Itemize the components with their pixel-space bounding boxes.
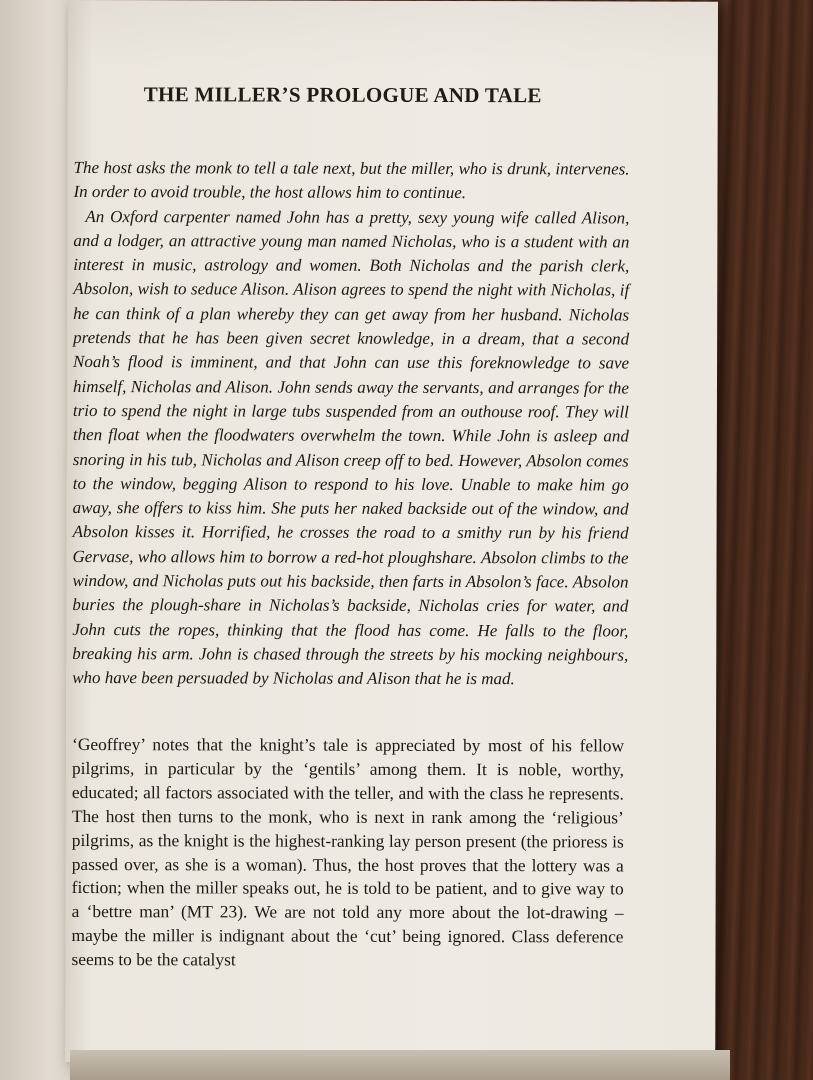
tale-synopsis — [72, 156, 629, 692]
synopsis-paragraph-2: An Oxford carpenter named John has a pretty, sexy young wife called Alison, and a lodger, an attractive young man named Nicholas, who is a student with an interest in music, astrology and women. Both Nicholas and the parish clerk, Absolon, wish to seduce Alison. Alison agrees to spend the night with Nicholas, if he can think of a plan whereby they can get away from her husband. Nicholas pretends that he has been given secret knowledge, in a dream, that a second Noah’s flood is imminent, and that John can use this foreknowledge to save himself, Nicholas and Alison. John sends away the servants, and arranges for the trio to spend the night in large tubs suspended from an outhouse roof. They will then float when the floodwaters overwhelm the town. While John is asleep and snoring in his tub, Nicholas and Alison creep off to bed. However, Absolon comes to the window, begging Alison to respond to his love. Unable to make him go away, she offers to kiss him. She puts her naked backside out of the window, and Absolon kisses it. Horrified, he crosses the road to a smithy run by his friend Gervase, who allows him to borrow a red-hot ploughshare. Absolon climbs to the window, and Nicholas puts out his backside, then farts in Absolon’s face. Absolon buries the plough-share in Nicholas’s backside, Nicholas cries for water, and John cuts the ropes, thinking that the flood has come. He falls to the floor, breaking his arm. John is chased through the streets by his mocking neighbours, who have been persuaded by Nicholas and Alison that he is mad. — [72, 206, 630, 689]
page-bottom-edge — [70, 1050, 730, 1080]
commentary-section — [71, 733, 624, 974]
synopsis-paragraph-1: The host asks the monk to tell a tale next, but the miller, who is drunk, intervenes. In order to avoid trouble, the host allows him to continue. — [73, 158, 630, 203]
show-through-text — [68, 0, 718, 72]
book-page — [65, 0, 718, 1064]
commentary-paragraph: ‘Geoffrey’ notes that the knight’s tale is appreciated by most of his fellow pilgrims, in particular by the ‘gentils’ among them. It is noble, worthy, educated; all factors associated with the teller, and with the class he represents. The host then turns to the monk, who is next in rank among the ‘religious’ pilgrims, as the knight is the highest-ranking lay person present (the prioress is passed over, as she is a woman). Thus, the host proves that the lottery was a fiction; when the miller speaks out, he is told to be patient, and to give way to a ‘bettre man’ (MT 23). We are not told any more about the lot-drawing – maybe the miller is indignant about the ‘cut’ being ignored. Class deference seems to be the catalyst — [71, 734, 625, 970]
page-title: THE MILLER’S PROLOGUE AND TALE — [143, 82, 542, 108]
